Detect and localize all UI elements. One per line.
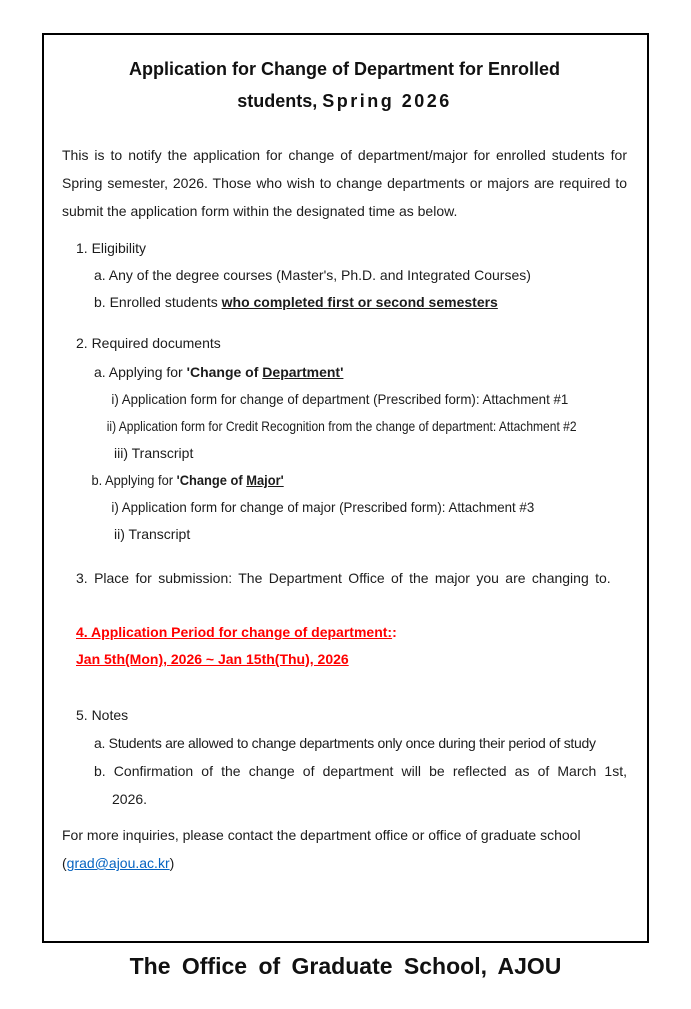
period-line1-underlined: 4. Application Period for change of department: xyxy=(76,624,393,640)
section-application-period xyxy=(62,619,627,673)
eligibility-item-b xyxy=(62,289,627,316)
notes-item-b: b. Confirmation of the change of department will be reflected as of March 1st, 2026. xyxy=(94,763,627,807)
period-line2 xyxy=(62,646,627,673)
documents-item-b-underlined: Major' xyxy=(246,472,284,488)
documents-item-b-prefix: b. Applying for xyxy=(91,472,177,488)
period-line1-tail: : xyxy=(392,624,397,640)
documents-b-item-2: ii) Transcript xyxy=(114,526,191,542)
documents-item-a-quote: 'Change of xyxy=(186,364,263,380)
documents-b-item-1: i) Application form for change of major (Prescribed form): Attachment #3 xyxy=(111,499,535,515)
contact-prefix: For more inquiries, please contact the department office or office of graduate school ( xyxy=(62,827,581,871)
documents-item-a xyxy=(62,359,627,386)
documents-item-a-underlined: Department' xyxy=(262,364,344,380)
eligibility-item-b-emphasis: who completed first or second semesters xyxy=(221,294,498,310)
documents-a-item-3: iii) Transcript xyxy=(114,445,194,461)
documents-item-b xyxy=(62,467,582,494)
section-notes xyxy=(62,701,627,813)
eligibility-item-b-prefix: b. Enrolled students xyxy=(94,294,222,310)
document-title xyxy=(62,53,627,117)
contact-email-link[interactable]: grad@ajou.ac.kr xyxy=(66,855,170,871)
eligibility-item-a: a. Any of the degree courses (Master's, Ph.D. and Integrated Courses) xyxy=(94,267,531,283)
title-line2-prefix: students, xyxy=(237,91,323,111)
documents-a-item-1: i) Application form for change of department (Prescribed form): Attachment #1 xyxy=(111,391,569,407)
period-dates: Jan 5th(Mon), 2026 ~ Jan 15th(Thu), 2026 xyxy=(76,651,349,667)
documents-a-item-2: ii) Application form for Credit Recognition from the change of department: Attachment #2 xyxy=(106,418,577,434)
documents-item-b-quote: 'Change of xyxy=(176,472,247,488)
contact-paragraph xyxy=(62,821,627,877)
eligibility-heading: 1. Eligibility xyxy=(76,240,147,256)
contact-suffix: ) xyxy=(169,855,175,871)
notice-box xyxy=(42,33,649,943)
notes-heading: 5. Notes xyxy=(76,707,129,723)
notes-item-a: a. Students are allowed to change departments only once during their period of study xyxy=(94,735,596,751)
intro-paragraph: This is to notify the application for change of department/major for enrolled students for Spring semester, 2026. Those who wish to change departments or majors are required to submit the application form within the designated time as below. xyxy=(62,147,627,219)
title-line1: Application for Change of Department for Enrolled xyxy=(128,59,560,79)
title-line2 xyxy=(62,85,627,117)
section-eligibility xyxy=(62,235,627,316)
period-line1 xyxy=(62,619,627,646)
footer-signature: The Office of Graduate School, AJOU xyxy=(129,953,562,979)
section-required-documents xyxy=(62,330,627,548)
section-submission: 3. Place for submission: The Department Office of the major you are changing to. xyxy=(76,570,611,586)
documents-item-a-prefix: a. Applying for xyxy=(94,364,187,380)
documents-heading: 2. Required documents xyxy=(76,335,221,351)
title-line2-term: Spring 2026 xyxy=(322,91,452,111)
